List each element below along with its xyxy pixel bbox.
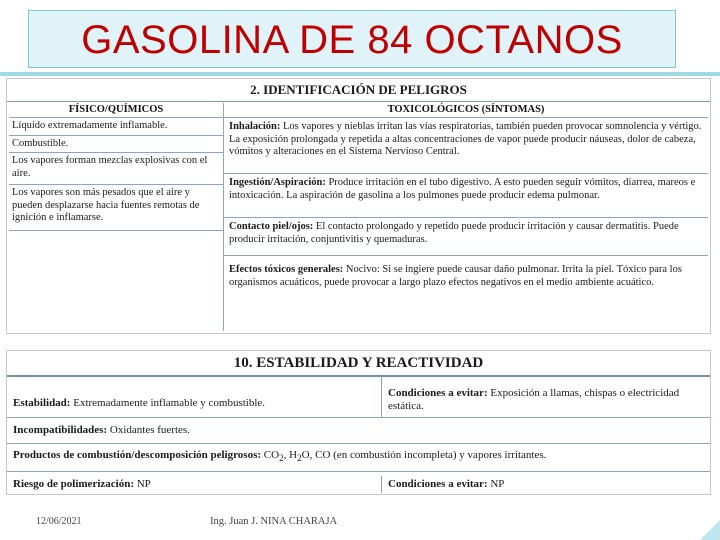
physical-item: Los vapores forman mezclas explosivas con el aire. — [9, 153, 223, 185]
physical-item: Combustible. — [9, 136, 223, 153]
avoid-conditions-cell — [382, 377, 710, 417]
table-row — [7, 444, 710, 472]
avoid-conditions-label: Condiciones a evitar: — [388, 387, 488, 399]
hazard-identification-panel — [6, 78, 711, 334]
toxicological-item-text: Los vapores y nieblas irritan las vías respiratorias, también pueden provocar somnolencia y vértigo. La exposición prolongada y repetida a altas concentraciones de vapor puede producir náuseas, dolor de cabeza, vómitos y alteraciones en el Sistema Nervioso Central. — [229, 121, 702, 157]
incompatibilities-label: Incompatibilidades: — [13, 424, 108, 436]
physical-item: Líquido extremadamente inflamable. — [9, 118, 223, 136]
section-2-heading: 2. IDENTIFICACIÓN DE PELIGROS — [7, 79, 710, 102]
toxicological-item — [224, 256, 708, 331]
incompatibilities-value: Oxidantes fuertes. — [109, 424, 190, 436]
slide-author: Ing. Juan J. NINA CHARAJA — [210, 516, 338, 527]
avoid-conditions-2-label: Condiciones a evitar: — [388, 478, 488, 490]
decorative-divider — [0, 72, 720, 76]
toxicological-item — [224, 174, 708, 218]
avoid-conditions-2-value: NP — [490, 478, 505, 490]
stability-cell — [7, 377, 382, 417]
toxicological-item-label: Efectos tóxicos generales: — [229, 264, 344, 275]
physical-item: Los vapores son más pesados que el aire y pueden desplazarse hacia fuentes remotas de ignición e inflamarse. — [9, 185, 223, 231]
table-row — [7, 472, 710, 497]
section-10-heading: 10. ESTABILIDAD Y REACTIVIDAD — [7, 351, 710, 377]
toxicological-column — [224, 103, 708, 331]
stability-label: Estabilidad: — [13, 397, 71, 409]
physical-chemical-header: FÍSICO/QUÍMICOS — [9, 103, 223, 118]
toxicological-header: TOXICOLÓGICOS (SÍNTOMAS) — [224, 103, 708, 118]
toxicological-item — [224, 118, 708, 174]
avoid-conditions-value: Exposición a llamas, chispas o electricidad estática. — [388, 387, 680, 412]
toxicological-item-label: Contacto piel/ojos: — [229, 221, 314, 232]
stability-value: Extremadamente inflamable y combustible. — [73, 397, 266, 409]
avoid-conditions-2-cell — [382, 476, 710, 493]
polymerization-value: NP — [136, 478, 151, 490]
toxicological-item-text: Produce irritación en el tubo digestivo. A esto pueden seguir vómitos, diarrea, mareos e intoxicación. La aspiración de gasolina a los pulmones puede producir edema pulmonar. — [229, 177, 696, 201]
toxicological-item-text: Nocivo: Si se ingiere puede causar daño pulmonar. Irrita la piel. Tóxico para los organismos acuáticos, puede provocar a largo plazo efectos negativos en el medio ambiente acuático. — [229, 264, 682, 288]
table-row — [7, 418, 710, 444]
incompatibilities-cell — [7, 422, 196, 439]
toxicological-item-label: Ingestión/Aspiración: — [229, 177, 326, 188]
toxicological-item-text: El contacto prolongado y repetido puede producir irritación y causar dermatitis. Puede producir irritación, conjuntivitis y quemaduras. — [229, 221, 679, 245]
table-row — [7, 377, 710, 418]
toxicological-item — [224, 218, 708, 256]
slide-title: GASOLINA DE 84 OCTANOS — [81, 18, 623, 62]
combustion-products-cell — [7, 447, 552, 467]
stability-reactivity-panel — [6, 350, 711, 495]
polymerization-cell — [7, 476, 382, 493]
combustion-products-value: $CO_2$, $H_2O$, CO (en combustión incompleta) y vapores irritantes. — [263, 449, 547, 464]
title-box — [28, 10, 676, 68]
combustion-products-label: Productos de combustión/descomposición peligrosos: — [13, 449, 262, 462]
slide-date: 12/06/2021 — [36, 516, 82, 527]
physical-chemical-column — [9, 103, 224, 331]
decorative-corner — [700, 520, 720, 540]
toxicological-item-label: Inhalación: — [229, 121, 281, 132]
polymerization-label: Riesgo de polimerización: — [13, 478, 134, 490]
